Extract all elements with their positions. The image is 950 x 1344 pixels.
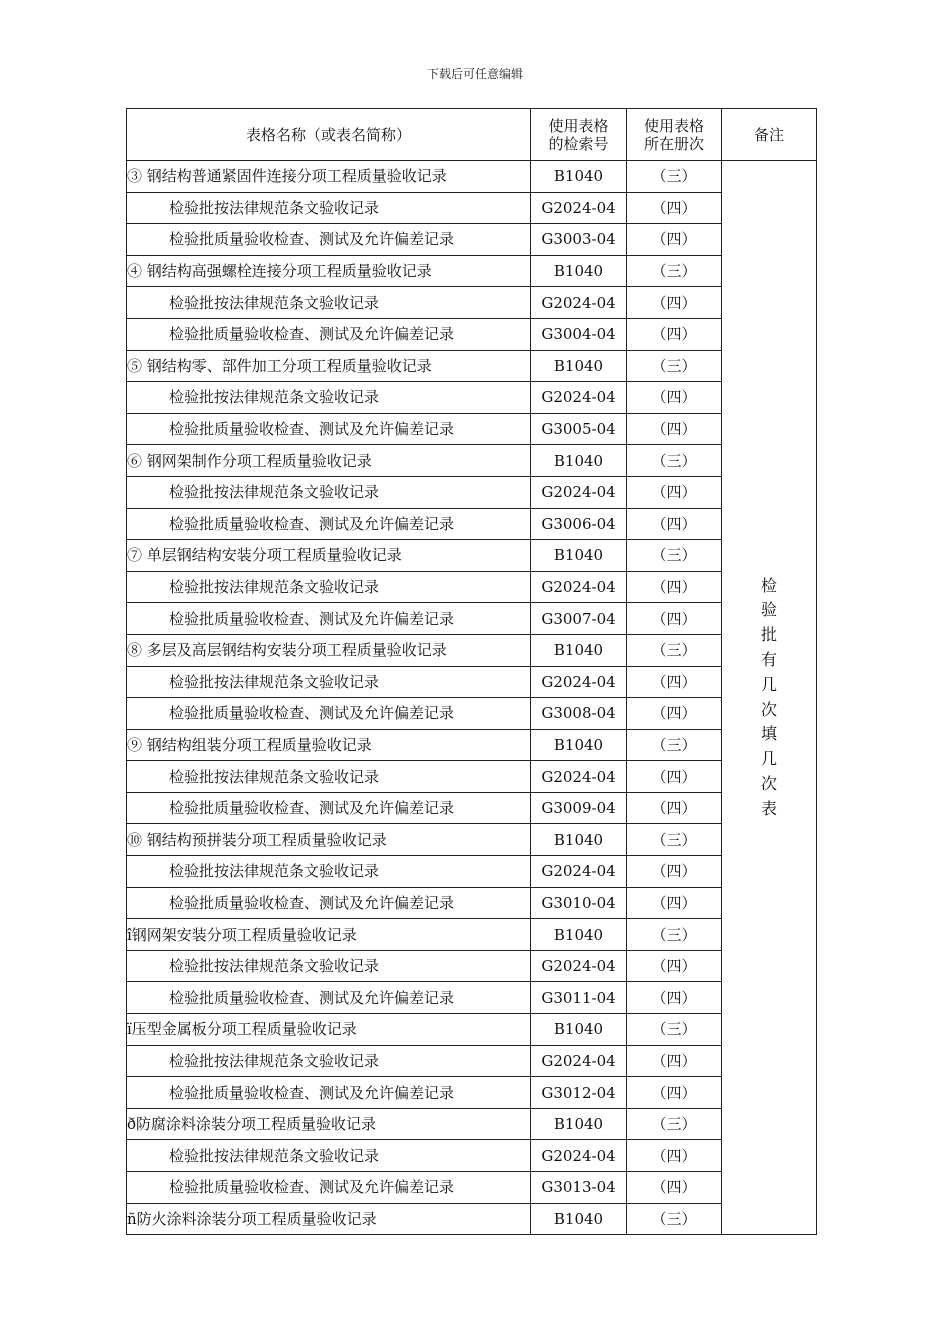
table-row bbox=[127, 634, 817, 666]
table-row bbox=[127, 287, 817, 319]
sub-item-record-name: ï压型金属板分项工程质量验收记录 bbox=[127, 1014, 531, 1046]
volume: （四） bbox=[627, 666, 722, 698]
volume: （三） bbox=[627, 1108, 722, 1140]
index-code: G3006-04 bbox=[531, 508, 627, 540]
table-row bbox=[127, 540, 817, 572]
volume: （四） bbox=[627, 382, 722, 414]
batch-record-name: 检验批按法律规范条文验收记录 bbox=[127, 1045, 531, 1077]
sub-item-record-name: ⑥ 钢网架制作分项工程质量验收记录 bbox=[127, 445, 531, 477]
batch-record-name: 检验批质量验收检查、测试及允许偏差记录 bbox=[127, 413, 531, 445]
batch-record-name: 检验批按法律规范条文验收记录 bbox=[127, 856, 531, 888]
sub-item-record-name: ⑦ 单层钢结构安装分项工程质量验收记录 bbox=[127, 540, 531, 572]
index-code: G2024-04 bbox=[531, 761, 627, 793]
sub-item-record-name: ⑤ 钢结构零、部件加工分项工程质量验收记录 bbox=[127, 350, 531, 382]
index-code: G3003-04 bbox=[531, 224, 627, 256]
volume: （三） bbox=[627, 824, 722, 856]
table-row bbox=[127, 350, 817, 382]
volume: （四） bbox=[627, 792, 722, 824]
volume: （四） bbox=[627, 287, 722, 319]
batch-record-name: 检验批按法律规范条文验收记录 bbox=[127, 476, 531, 508]
batch-record-name: 检验批质量验收检查、测试及允许偏差记录 bbox=[127, 508, 531, 540]
header-remark: 备注 bbox=[722, 109, 817, 161]
index-code: G2024-04 bbox=[531, 666, 627, 698]
volume: （四） bbox=[627, 698, 722, 730]
sub-item-record-name: ④ 钢结构高强螺栓连接分项工程质量验收记录 bbox=[127, 255, 531, 287]
index-code: G2024-04 bbox=[531, 476, 627, 508]
batch-record-name: 检验批质量验收检查、测试及允许偏差记录 bbox=[127, 224, 531, 256]
index-code: B1040 bbox=[531, 919, 627, 951]
index-code: G2024-04 bbox=[531, 382, 627, 414]
index-code: B1040 bbox=[531, 729, 627, 761]
header-index-code-line1: 使用表格 bbox=[548, 116, 609, 135]
volume: （三） bbox=[627, 350, 722, 382]
sub-item-record-name: ⑩ 钢结构预拼装分项工程质量验收记录 bbox=[127, 824, 531, 856]
table-row bbox=[127, 318, 817, 350]
volume: （四） bbox=[627, 476, 722, 508]
header-form-name: 表格名称（或表名简称） bbox=[127, 109, 531, 161]
header-volume-line2: 所在册次 bbox=[643, 134, 704, 153]
index-code: B1040 bbox=[531, 161, 627, 193]
index-code: G2024-04 bbox=[531, 571, 627, 603]
table-row bbox=[127, 761, 817, 793]
index-code: G3011-04 bbox=[531, 982, 627, 1014]
table-row bbox=[127, 729, 817, 761]
batch-record-name: 检验批按法律规范条文验收记录 bbox=[127, 1140, 531, 1172]
table-row bbox=[127, 445, 817, 477]
batch-record-name: 检验批按法律规范条文验收记录 bbox=[127, 382, 531, 414]
batch-record-name: 检验批按法律规范条文验收记录 bbox=[127, 571, 531, 603]
batch-record-name: 检验批质量验收检查、测试及允许偏差记录 bbox=[127, 318, 531, 350]
index-code: G3004-04 bbox=[531, 318, 627, 350]
header-index-code bbox=[531, 109, 627, 161]
batch-record-name: 检验批质量验收检查、测试及允许偏差记录 bbox=[127, 792, 531, 824]
batch-record-name: 检验批质量验收检查、测试及允许偏差记录 bbox=[127, 603, 531, 635]
table-row bbox=[127, 698, 817, 730]
table-body bbox=[127, 161, 817, 1235]
index-code: G3008-04 bbox=[531, 698, 627, 730]
index-code: G3009-04 bbox=[531, 792, 627, 824]
table-header-row bbox=[127, 109, 817, 161]
volume: （三） bbox=[627, 161, 722, 193]
table-row bbox=[127, 792, 817, 824]
volume: （三） bbox=[627, 1014, 722, 1046]
batch-record-name: 检验批质量验收检查、测试及允许偏差记录 bbox=[127, 982, 531, 1014]
index-code: G3005-04 bbox=[531, 413, 627, 445]
index-code: G3013-04 bbox=[531, 1172, 627, 1204]
sub-item-record-name: ⑧ 多层及高层钢结构安装分项工程质量验收记录 bbox=[127, 634, 531, 666]
table-row bbox=[127, 1045, 817, 1077]
index-code: G3007-04 bbox=[531, 603, 627, 635]
volume: （三） bbox=[627, 919, 722, 951]
index-code: G3010-04 bbox=[531, 887, 627, 919]
volume: （四） bbox=[627, 508, 722, 540]
sub-item-record-name: î钢网架安装分项工程质量验收记录 bbox=[127, 919, 531, 951]
volume: （三） bbox=[627, 255, 722, 287]
volume: （三） bbox=[627, 540, 722, 572]
index-code: G2024-04 bbox=[531, 287, 627, 319]
table-row bbox=[127, 192, 817, 224]
table-row bbox=[127, 919, 817, 951]
table-row bbox=[127, 950, 817, 982]
table-row bbox=[127, 255, 817, 287]
table-row bbox=[127, 1014, 817, 1046]
index-code: G3012-04 bbox=[531, 1077, 627, 1109]
sub-item-record-name: ⑨ 钢结构组装分项工程质量验收记录 bbox=[127, 729, 531, 761]
header-volume bbox=[627, 109, 722, 161]
table-row bbox=[127, 571, 817, 603]
table-row bbox=[127, 476, 817, 508]
remark-cell bbox=[722, 161, 817, 1235]
table-row bbox=[127, 161, 817, 193]
volume: （三） bbox=[627, 445, 722, 477]
table-row bbox=[127, 413, 817, 445]
volume: （四） bbox=[627, 950, 722, 982]
index-code: G2024-04 bbox=[531, 856, 627, 888]
index-code: B1040 bbox=[531, 540, 627, 572]
index-code: G2024-04 bbox=[531, 950, 627, 982]
table-row bbox=[127, 224, 817, 256]
form-index-table bbox=[126, 108, 817, 1235]
table-row bbox=[127, 508, 817, 540]
index-code: B1040 bbox=[531, 350, 627, 382]
batch-record-name: 检验批质量验收检查、测试及允许偏差记录 bbox=[127, 1077, 531, 1109]
batch-record-name: 检验批质量验收检查、测试及允许偏差记录 bbox=[127, 698, 531, 730]
table-row bbox=[127, 382, 817, 414]
table-row bbox=[127, 1077, 817, 1109]
header-index-code-line2: 的检索号 bbox=[548, 134, 609, 153]
volume: （三） bbox=[627, 634, 722, 666]
index-code: B1040 bbox=[531, 824, 627, 856]
volume: （四） bbox=[627, 413, 722, 445]
index-code: B1040 bbox=[531, 1108, 627, 1140]
volume: （四） bbox=[627, 887, 722, 919]
table-row bbox=[127, 856, 817, 888]
volume: （四） bbox=[627, 1172, 722, 1204]
index-code: G2024-04 bbox=[531, 1045, 627, 1077]
sub-item-record-name: ñ防火涂料涂装分项工程质量验收记录 bbox=[127, 1203, 531, 1235]
volume: （四） bbox=[627, 856, 722, 888]
sub-item-record-name: ③ 钢结构普通紧固件连接分项工程质量验收记录 bbox=[127, 161, 531, 193]
volume: （四） bbox=[627, 1140, 722, 1172]
table-row bbox=[127, 1140, 817, 1172]
volume: （四） bbox=[627, 982, 722, 1014]
table-row bbox=[127, 603, 817, 635]
index-code: B1040 bbox=[531, 1203, 627, 1235]
remark-text: 检验批有几次填几次表 bbox=[760, 575, 777, 818]
index-code: G2024-04 bbox=[531, 1140, 627, 1172]
batch-record-name: 检验批按法律规范条文验收记录 bbox=[127, 192, 531, 224]
volume: （四） bbox=[627, 571, 722, 603]
batch-record-name: 检验批按法律规范条文验收记录 bbox=[127, 287, 531, 319]
index-code: B1040 bbox=[531, 445, 627, 477]
batch-record-name: 检验批按法律规范条文验收记录 bbox=[127, 950, 531, 982]
index-code: G2024-04 bbox=[531, 192, 627, 224]
batch-record-name: 检验批按法律规范条文验收记录 bbox=[127, 666, 531, 698]
volume: （四） bbox=[627, 761, 722, 793]
volume: （三） bbox=[627, 1203, 722, 1235]
page-header: 下载后可任意编辑 bbox=[426, 67, 523, 81]
table-row bbox=[127, 824, 817, 856]
sub-item-record-name: ð防腐涂料涂装分项工程质量验收记录 bbox=[127, 1108, 531, 1140]
table-row bbox=[127, 666, 817, 698]
header-volume-line1: 使用表格 bbox=[643, 116, 704, 135]
index-code: B1040 bbox=[531, 1014, 627, 1046]
volume: （四） bbox=[627, 224, 722, 256]
batch-record-name: 检验批质量验收检查、测试及允许偏差记录 bbox=[127, 887, 531, 919]
volume: （四） bbox=[627, 318, 722, 350]
table-row bbox=[127, 1108, 817, 1140]
table-row bbox=[127, 887, 817, 919]
index-code: B1040 bbox=[531, 255, 627, 287]
volume: （四） bbox=[627, 603, 722, 635]
table-row bbox=[127, 982, 817, 1014]
table-row bbox=[127, 1203, 817, 1235]
batch-record-name: 检验批按法律规范条文验收记录 bbox=[127, 761, 531, 793]
index-code: B1040 bbox=[531, 634, 627, 666]
volume: （四） bbox=[627, 1077, 722, 1109]
volume: （三） bbox=[627, 729, 722, 761]
volume: （四） bbox=[627, 192, 722, 224]
batch-record-name: 检验批质量验收检查、测试及允许偏差记录 bbox=[127, 1172, 531, 1204]
volume: （四） bbox=[627, 1045, 722, 1077]
table-row bbox=[127, 1172, 817, 1204]
